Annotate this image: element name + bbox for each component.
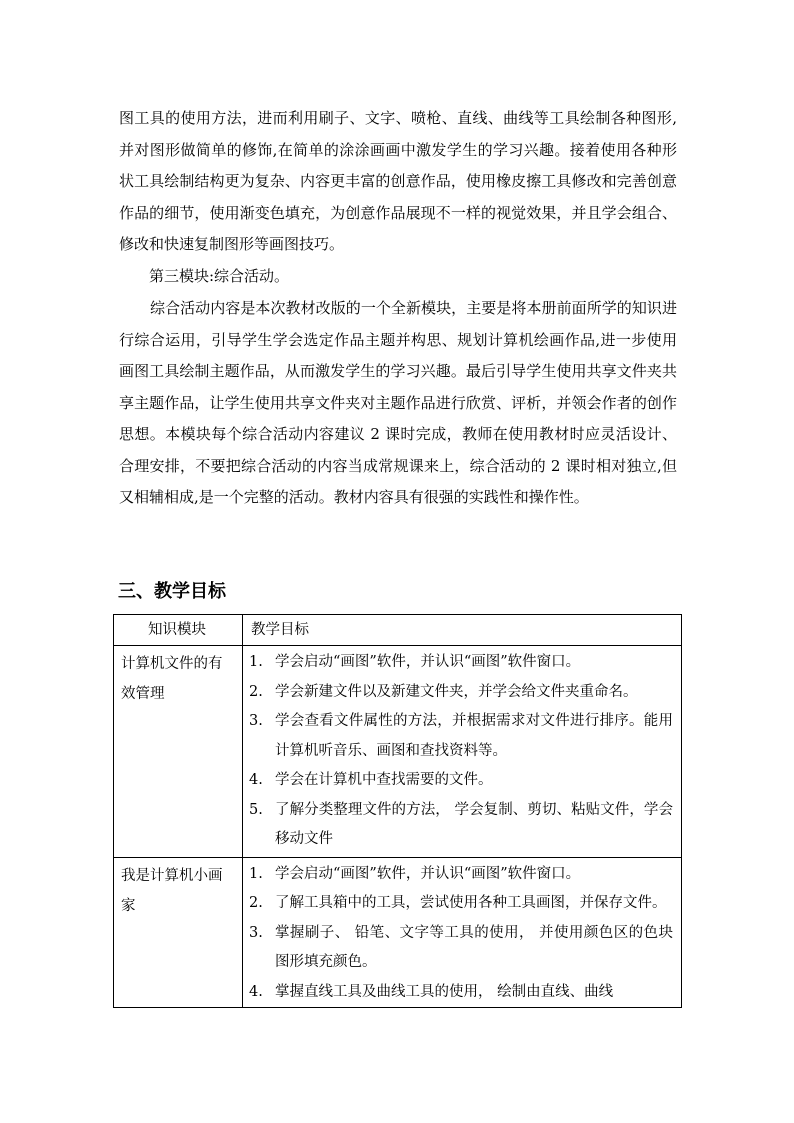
item-text: 掌握直线工具及曲线工具的使用， 绘制由直线、曲线 <box>275 983 614 1000</box>
paragraph-module-three-description: 综合活动内容是本次教材改版的一个全新模块，主要是将本册前面所学的知识进行综合运用，引导学生学会选定作品主题并构思、规划计算机绘画作品,进一步使用画图工具绘制主题作品，从而激发学生的学习兴趣。最后引导学生使用共享文件夹共享主题作品，让学生使用共享文件夹对主题作品进行欣赏、评析，并领会作者的创作思想。本模块每个综合活动内容建议 2 课时完成，教师在使用教材时应灵活设计、合理安排，不要把综合活动的内容当成常规课来上，综合活动的 2 课时相对独立,但又相辅相成,是一个完整的活动。教材内容具有很强的实践性和操作性。 <box>119 299 677 506</box>
item-number: 2. <box>249 683 263 700</box>
item-number: 5. <box>249 801 263 818</box>
table-header-module: 知识模块 <box>114 615 243 646</box>
list-item <box>249 648 673 678</box>
item-number: 1. <box>249 865 263 882</box>
list-item <box>249 978 673 1008</box>
list-item <box>249 766 673 796</box>
paragraph-module-two-continued: 图工具的使用方法，进而利用刷子、文字、喷枪、直线、曲线等工具绘制各种图形,并对图形做简单的修饰,在简单的涂涂画画中激发学生的学习兴趣。接着使用各种形状工具绘制结构更为复杂、内容更丰富的创意作品，使用橡皮擦工具修改和完善创意作品的细节，使用渐变色填充，为创意作品展现不一样的视觉效果，并且学会组合、修改和快速复制图形等画图技巧。 <box>119 109 677 253</box>
list-item <box>249 889 673 919</box>
goals-list <box>243 646 681 857</box>
list-item <box>249 860 673 890</box>
goals-cell <box>243 646 682 858</box>
module-name-cell: 计算机文件的有效管理 <box>114 646 243 858</box>
item-text: 学会新建文件以及新建文件夹，并学会给文件夹重命名。 <box>275 683 638 700</box>
item-text: 了解工具箱中的工具，尝试使用各种工具画图，并保存文件。 <box>275 895 667 911</box>
item-text: 了解分类整理文件的方法， 学会复制、剪切、粘贴文件，学会移动文件 <box>275 801 673 847</box>
table-row <box>114 857 682 1008</box>
list-item <box>249 707 673 766</box>
section-heading-teaching-goals: 三、教学目标 <box>118 581 226 602</box>
item-text: 掌握刷子、 铅笔、文字等工具的使用， 并使用颜色区的色块图形填充颜色。 <box>275 924 673 970</box>
list-item <box>249 919 673 978</box>
paragraph-module-three-title: 第三模块:综合活动。 <box>149 267 290 285</box>
goals-cell <box>243 857 682 1008</box>
item-number: 2. <box>249 895 263 911</box>
table-row <box>114 646 682 858</box>
table-header-row <box>114 615 682 646</box>
list-item <box>249 796 673 855</box>
module-name-cell: 我是计算机小画家 <box>114 857 243 1008</box>
teaching-goals-table <box>113 614 682 1008</box>
item-text: 学会启动“画图”软件，并认识“画图”软件窗口。 <box>275 654 581 670</box>
item-text: 学会查看文件属性的方法，并根据需求对文件进行排序。能用计算机听音乐、画图和查找资料等。 <box>275 713 673 759</box>
item-number: 4. <box>249 983 263 1000</box>
item-number: 1. <box>249 654 263 670</box>
item-number: 3. <box>249 713 263 729</box>
item-text: 学会在计算机中查找需要的文件。 <box>275 772 493 788</box>
list-item <box>249 678 673 708</box>
goals-list <box>243 858 681 1008</box>
item-number: 3. <box>249 924 263 941</box>
table-header-goals: 教学目标 <box>243 615 682 646</box>
item-text: 学会启动“画图”软件，并认识“画图”软件窗口。 <box>275 865 581 882</box>
item-number: 4. <box>249 772 263 788</box>
